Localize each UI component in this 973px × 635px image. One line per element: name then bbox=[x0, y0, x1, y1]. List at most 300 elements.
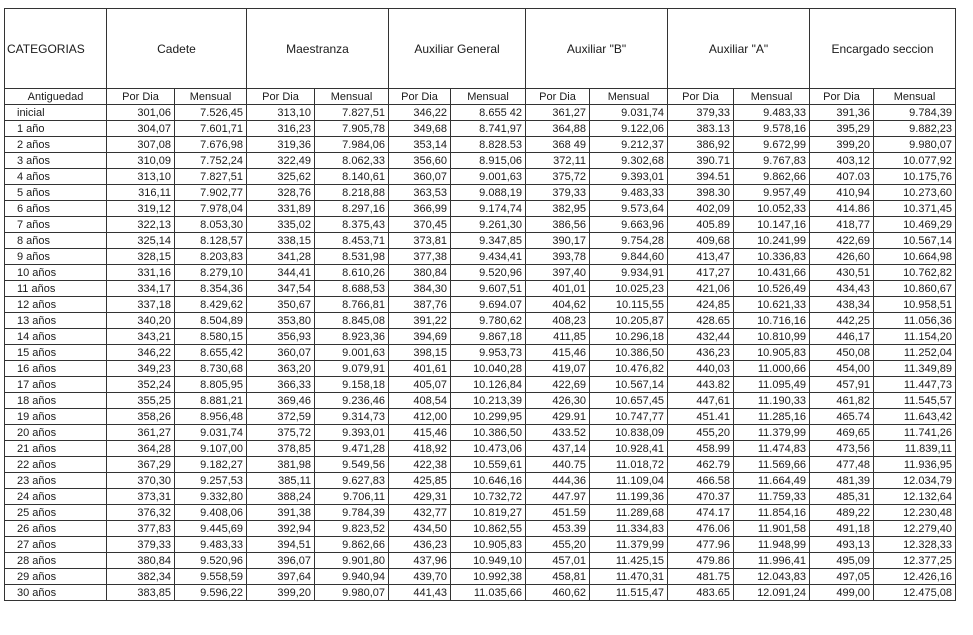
por-dia-cell: 447.97 bbox=[526, 489, 590, 505]
mensual-cell: 10.732,72 bbox=[451, 489, 526, 505]
antiguedad-cell: 27 años bbox=[5, 537, 107, 553]
mensual-cell: 10.147,16 bbox=[734, 217, 810, 233]
mensual-cell: 9.823,52 bbox=[315, 521, 389, 537]
mensual-cell: 11.936,95 bbox=[874, 457, 956, 473]
por-dia-cell: 460,62 bbox=[526, 585, 590, 601]
mensual-cell: 10.473,06 bbox=[451, 441, 526, 457]
por-dia-cell: 410,94 bbox=[810, 185, 874, 201]
por-dia-cell: 385,11 bbox=[247, 473, 315, 489]
mensual-cell: 8.845,08 bbox=[315, 313, 389, 329]
table-row bbox=[5, 585, 956, 601]
por-dia-header: Por Dia bbox=[247, 89, 315, 105]
mensual-cell: 11.474,83 bbox=[734, 441, 810, 457]
mensual-cell: 12.328,33 bbox=[874, 537, 956, 553]
por-dia-cell: 422,69 bbox=[526, 377, 590, 393]
mensual-cell: 11.515,47 bbox=[590, 585, 668, 601]
por-dia-cell: 404,62 bbox=[526, 297, 590, 313]
por-dia-cell: 346,22 bbox=[389, 105, 451, 121]
por-dia-cell: 361,27 bbox=[107, 425, 175, 441]
por-dia-cell: 384,30 bbox=[389, 281, 451, 297]
mensual-cell: 10.958,51 bbox=[874, 297, 956, 313]
por-dia-cell: 441,43 bbox=[389, 585, 451, 601]
antiguedad-cell: 29 años bbox=[5, 569, 107, 585]
mensual-cell: 8.504,89 bbox=[175, 313, 247, 329]
por-dia-cell: 434,50 bbox=[389, 521, 451, 537]
mensual-cell: 7.827,51 bbox=[175, 169, 247, 185]
por-dia-cell: 497,05 bbox=[810, 569, 874, 585]
por-dia-cell: 325,62 bbox=[247, 169, 315, 185]
por-dia-cell: 451.59 bbox=[526, 505, 590, 521]
table-row bbox=[5, 281, 956, 297]
mensual-cell: 12.475,08 bbox=[874, 585, 956, 601]
por-dia-cell: 415,46 bbox=[389, 425, 451, 441]
mensual-cell: 9.332,80 bbox=[175, 489, 247, 505]
por-dia-cell: 356,60 bbox=[389, 153, 451, 169]
por-dia-cell: 390,17 bbox=[526, 233, 590, 249]
antiguedad-cell: 8 años bbox=[5, 233, 107, 249]
por-dia-cell: 366,99 bbox=[389, 201, 451, 217]
por-dia-cell: 413,47 bbox=[668, 249, 734, 265]
por-dia-cell: 380,84 bbox=[389, 265, 451, 281]
mensual-cell: 9.001,63 bbox=[315, 345, 389, 361]
por-dia-cell: 417,27 bbox=[668, 265, 734, 281]
por-dia-cell: 436,23 bbox=[668, 345, 734, 361]
por-dia-cell: 432,77 bbox=[389, 505, 451, 521]
por-dia-cell: 328,76 bbox=[247, 185, 315, 201]
table-row bbox=[5, 441, 956, 457]
mensual-cell: 8.203,83 bbox=[175, 249, 247, 265]
por-dia-cell: 474.17 bbox=[668, 505, 734, 521]
mensual-cell: 9.862,66 bbox=[734, 169, 810, 185]
antiguedad-cell: 21 años bbox=[5, 441, 107, 457]
por-dia-cell: 458.99 bbox=[668, 441, 734, 457]
table-row bbox=[5, 425, 956, 441]
por-dia-cell: 391,38 bbox=[247, 505, 315, 521]
table-row bbox=[5, 345, 956, 361]
mensual-cell: 8.915,06 bbox=[451, 153, 526, 169]
mensual-cell: 7.752,24 bbox=[175, 153, 247, 169]
por-dia-header: Por Dia bbox=[668, 89, 734, 105]
por-dia-header: Por Dia bbox=[526, 89, 590, 105]
por-dia-cell: 401,01 bbox=[526, 281, 590, 297]
antiguedad-header: Antiguedad bbox=[5, 89, 107, 105]
por-dia-cell: 322,49 bbox=[247, 153, 315, 169]
por-dia-header: Por Dia bbox=[389, 89, 451, 105]
table-row bbox=[5, 361, 956, 377]
group-header-auxiliar-general: Auxiliar General bbox=[389, 9, 526, 89]
por-dia-cell: 457,91 bbox=[810, 377, 874, 393]
antiguedad-cell: inicial bbox=[5, 105, 107, 121]
por-dia-cell: 386,56 bbox=[526, 217, 590, 233]
por-dia-cell: 378,85 bbox=[247, 441, 315, 457]
mensual-cell: 10.371,45 bbox=[874, 201, 956, 217]
por-dia-cell: 470.37 bbox=[668, 489, 734, 505]
mensual-cell: 10.992,38 bbox=[451, 569, 526, 585]
mensual-cell: 10.810,99 bbox=[734, 329, 810, 345]
group-header-maestranza: Maestranza bbox=[247, 9, 389, 89]
mensual-cell: 7.676,98 bbox=[175, 137, 247, 153]
antiguedad-cell: 7 años bbox=[5, 217, 107, 233]
antiguedad-cell: 18 años bbox=[5, 393, 107, 409]
mensual-cell: 10.336,83 bbox=[734, 249, 810, 265]
table-row bbox=[5, 377, 956, 393]
mensual-cell: 10.175,76 bbox=[874, 169, 956, 185]
por-dia-cell: 465.74 bbox=[810, 409, 874, 425]
table-row bbox=[5, 521, 956, 537]
por-dia-cell: 450,08 bbox=[810, 345, 874, 361]
por-dia-cell: 429.91 bbox=[526, 409, 590, 425]
por-dia-cell: 437,96 bbox=[389, 553, 451, 569]
mensual-cell: 9.158,18 bbox=[315, 377, 389, 393]
mensual-cell: 11.447,73 bbox=[874, 377, 956, 393]
antiguedad-cell: 12 años bbox=[5, 297, 107, 313]
por-dia-header: Por Dia bbox=[810, 89, 874, 105]
por-dia-cell: 422,38 bbox=[389, 457, 451, 473]
por-dia-cell: 364,28 bbox=[107, 441, 175, 457]
mensual-cell: 9.549,56 bbox=[315, 457, 389, 473]
por-dia-cell: 499,00 bbox=[810, 585, 874, 601]
por-dia-cell: 310,09 bbox=[107, 153, 175, 169]
mensual-cell: 9.031,74 bbox=[590, 105, 668, 121]
salary-table bbox=[4, 8, 956, 601]
mensual-cell: 8.375,43 bbox=[315, 217, 389, 233]
por-dia-cell: 358,26 bbox=[107, 409, 175, 425]
por-dia-cell: 481.75 bbox=[668, 569, 734, 585]
por-dia-cell: 418,77 bbox=[810, 217, 874, 233]
mensual-cell: 10.716,16 bbox=[734, 313, 810, 329]
por-dia-cell: 372,59 bbox=[247, 409, 315, 425]
table-row bbox=[5, 457, 956, 473]
por-dia-cell: 356,93 bbox=[247, 329, 315, 345]
salary-table-container bbox=[4, 8, 956, 601]
por-dia-cell: 349,23 bbox=[107, 361, 175, 377]
por-dia-cell: 451.41 bbox=[668, 409, 734, 425]
antiguedad-cell: 30 años bbox=[5, 585, 107, 601]
mensual-cell: 10.052,33 bbox=[734, 201, 810, 217]
mensual-cell: 9.558,59 bbox=[175, 569, 247, 585]
antiguedad-cell: 20 años bbox=[5, 425, 107, 441]
por-dia-cell: 343,21 bbox=[107, 329, 175, 345]
mensual-cell: 7.905,78 bbox=[315, 121, 389, 137]
por-dia-cell: 353,14 bbox=[389, 137, 451, 153]
mensual-cell: 9.434,41 bbox=[451, 249, 526, 265]
mensual-cell: 9.393,01 bbox=[590, 169, 668, 185]
mensual-cell: 7.978,04 bbox=[175, 201, 247, 217]
por-dia-cell: 430,51 bbox=[810, 265, 874, 281]
por-dia-cell: 394,69 bbox=[389, 329, 451, 345]
mensual-cell: 11.252,04 bbox=[874, 345, 956, 361]
mensual-cell: 9.347,85 bbox=[451, 233, 526, 249]
mensual-cell: 11.470,31 bbox=[590, 569, 668, 585]
por-dia-cell: 493,13 bbox=[810, 537, 874, 553]
por-dia-cell: 458,81 bbox=[526, 569, 590, 585]
por-dia-cell: 466.58 bbox=[668, 473, 734, 489]
antiguedad-cell: 23 años bbox=[5, 473, 107, 489]
antiguedad-cell: 5 años bbox=[5, 185, 107, 201]
mensual-cell: 8.956,48 bbox=[175, 409, 247, 425]
mensual-cell: 9.862,66 bbox=[315, 537, 389, 553]
table-row bbox=[5, 233, 956, 249]
antiguedad-cell: 4 años bbox=[5, 169, 107, 185]
mensual-cell: 9.867,18 bbox=[451, 329, 526, 345]
por-dia-cell: 398.30 bbox=[668, 185, 734, 201]
mensual-cell: 10.431,66 bbox=[734, 265, 810, 281]
por-dia-cell: 382,34 bbox=[107, 569, 175, 585]
por-dia-cell: 405.89 bbox=[668, 217, 734, 233]
mensual-cell: 11.425,15 bbox=[590, 553, 668, 569]
mensual-cell: 10.747,77 bbox=[590, 409, 668, 425]
por-dia-cell: 346,22 bbox=[107, 345, 175, 361]
mensual-cell: 9.079,91 bbox=[315, 361, 389, 377]
mensual-cell: 11.569,66 bbox=[734, 457, 810, 473]
por-dia-cell: 319,12 bbox=[107, 201, 175, 217]
mensual-header: Mensual bbox=[315, 89, 389, 105]
mensual-cell: 8.354,36 bbox=[175, 281, 247, 297]
mensual-cell: 9.174,74 bbox=[451, 201, 526, 217]
por-dia-cell: 477.96 bbox=[668, 537, 734, 553]
por-dia-cell: 363,53 bbox=[389, 185, 451, 201]
por-dia-cell: 434,43 bbox=[810, 281, 874, 297]
antiguedad-cell: 24 años bbox=[5, 489, 107, 505]
mensual-cell: 9.607,51 bbox=[451, 281, 526, 297]
por-dia-cell: 379,33 bbox=[526, 185, 590, 201]
mensual-cell: 12.034,79 bbox=[874, 473, 956, 489]
mensual-cell: 9.031,74 bbox=[175, 425, 247, 441]
por-dia-cell: 422,69 bbox=[810, 233, 874, 249]
mensual-cell: 11.741,26 bbox=[874, 425, 956, 441]
antiguedad-cell: 9 años bbox=[5, 249, 107, 265]
por-dia-cell: 442,25 bbox=[810, 313, 874, 329]
mensual-cell: 10.567,14 bbox=[590, 377, 668, 393]
por-dia-cell: 391,36 bbox=[810, 105, 874, 121]
por-dia-cell: 412,00 bbox=[389, 409, 451, 425]
mensual-cell: 11.948,99 bbox=[734, 537, 810, 553]
mensual-cell: 10.567,14 bbox=[874, 233, 956, 249]
mensual-cell: 10.646,16 bbox=[451, 473, 526, 489]
por-dia-cell: 307,08 bbox=[107, 137, 175, 153]
mensual-cell: 9.483,33 bbox=[590, 185, 668, 201]
por-dia-cell: 391,22 bbox=[389, 313, 451, 329]
por-dia-cell: 341,28 bbox=[247, 249, 315, 265]
por-dia-cell: 461,82 bbox=[810, 393, 874, 409]
por-dia-cell: 469,65 bbox=[810, 425, 874, 441]
por-dia-cell: 408,23 bbox=[526, 313, 590, 329]
por-dia-cell: 415,46 bbox=[526, 345, 590, 361]
mensual-cell: 10.657,45 bbox=[590, 393, 668, 409]
mensual-cell: 10.115,55 bbox=[590, 297, 668, 313]
por-dia-cell: 373,81 bbox=[389, 233, 451, 249]
mensual-cell: 10.241,99 bbox=[734, 233, 810, 249]
mensual-cell: 8.923,36 bbox=[315, 329, 389, 345]
por-dia-cell: 379,33 bbox=[107, 537, 175, 553]
por-dia-cell: 403,12 bbox=[810, 153, 874, 169]
mensual-cell: 8.429,62 bbox=[175, 297, 247, 313]
por-dia-cell: 382,95 bbox=[526, 201, 590, 217]
mensual-cell: 10.077,92 bbox=[874, 153, 956, 169]
antiguedad-cell: 17 años bbox=[5, 377, 107, 393]
por-dia-cell: 301,06 bbox=[107, 105, 175, 121]
mensual-cell: 9.122,06 bbox=[590, 121, 668, 137]
por-dia-cell: 409,68 bbox=[668, 233, 734, 249]
por-dia-cell: 455,20 bbox=[668, 425, 734, 441]
por-dia-cell: 316,23 bbox=[247, 121, 315, 137]
mensual-cell: 8.655 42 bbox=[451, 105, 526, 121]
mensual-cell: 9.578,16 bbox=[734, 121, 810, 137]
antiguedad-cell: 15 años bbox=[5, 345, 107, 361]
mensual-cell: 7.526,45 bbox=[175, 105, 247, 121]
mensual-cell: 9.844,60 bbox=[590, 249, 668, 265]
mensual-cell: 8.881,21 bbox=[175, 393, 247, 409]
table-row bbox=[5, 105, 956, 121]
por-dia-cell: 446,17 bbox=[810, 329, 874, 345]
por-dia-cell: 373,31 bbox=[107, 489, 175, 505]
por-dia-cell: 473,56 bbox=[810, 441, 874, 457]
mensual-header: Mensual bbox=[590, 89, 668, 105]
mensual-cell: 9.314,73 bbox=[315, 409, 389, 425]
mensual-cell: 11.379,99 bbox=[590, 537, 668, 553]
mensual-cell: 8.062,33 bbox=[315, 153, 389, 169]
mensual-cell: 8.128,57 bbox=[175, 233, 247, 249]
mensual-cell: 10.762,82 bbox=[874, 265, 956, 281]
table-row bbox=[5, 393, 956, 409]
mensual-cell: 12.043,83 bbox=[734, 569, 810, 585]
mensual-cell: 11.334,83 bbox=[590, 521, 668, 537]
mensual-cell: 7.984,06 bbox=[315, 137, 389, 153]
por-dia-cell: 377,38 bbox=[389, 249, 451, 265]
mensual-cell: 10.476,82 bbox=[590, 361, 668, 377]
por-dia-cell: 337,18 bbox=[107, 297, 175, 313]
antiguedad-cell: 14 años bbox=[5, 329, 107, 345]
por-dia-cell: 453.39 bbox=[526, 521, 590, 537]
table-row bbox=[5, 537, 956, 553]
por-dia-cell: 418,92 bbox=[389, 441, 451, 457]
mensual-cell: 9.754,28 bbox=[590, 233, 668, 249]
por-dia-cell: 328,15 bbox=[107, 249, 175, 265]
group-header-cadete: Cadete bbox=[107, 9, 247, 89]
mensual-cell: 10.273,60 bbox=[874, 185, 956, 201]
mensual-cell: 8.218,88 bbox=[315, 185, 389, 201]
mensual-cell: 11.996,41 bbox=[734, 553, 810, 569]
por-dia-cell: 393,78 bbox=[526, 249, 590, 265]
mensual-cell: 10.949,10 bbox=[451, 553, 526, 569]
por-dia-cell: 381,98 bbox=[247, 457, 315, 473]
group-header-auxiliar-b: Auxiliar "B" bbox=[526, 9, 668, 89]
por-dia-cell: 363,20 bbox=[247, 361, 315, 377]
mensual-cell: 11.545,57 bbox=[874, 393, 956, 409]
por-dia-cell: 325,14 bbox=[107, 233, 175, 249]
mensual-cell: 11.854,16 bbox=[734, 505, 810, 521]
mensual-cell: 12.091,24 bbox=[734, 585, 810, 601]
por-dia-cell: 335,02 bbox=[247, 217, 315, 233]
por-dia-cell: 383.13 bbox=[668, 121, 734, 137]
mensual-cell: 9.953,73 bbox=[451, 345, 526, 361]
mensual-cell: 11.664,49 bbox=[734, 473, 810, 489]
mensual-cell: 11.289,68 bbox=[590, 505, 668, 521]
mensual-cell: 8.805,95 bbox=[175, 377, 247, 393]
table-body bbox=[5, 105, 956, 601]
por-dia-cell: 355,25 bbox=[107, 393, 175, 409]
por-dia-cell: 319,36 bbox=[247, 137, 315, 153]
por-dia-cell: 408,54 bbox=[389, 393, 451, 409]
table-row bbox=[5, 217, 956, 233]
table-row bbox=[5, 489, 956, 505]
por-dia-cell: 388,24 bbox=[247, 489, 315, 505]
mensual-cell: 11.109,04 bbox=[590, 473, 668, 489]
mensual-cell: 9.471,28 bbox=[315, 441, 389, 457]
group-header-encargado-seccion: Encargado seccion bbox=[810, 9, 956, 89]
por-dia-cell: 489,22 bbox=[810, 505, 874, 521]
por-dia-cell: 316,11 bbox=[107, 185, 175, 201]
por-dia-cell: 322,13 bbox=[107, 217, 175, 233]
mensual-cell: 9.627,83 bbox=[315, 473, 389, 489]
por-dia-cell: 401,61 bbox=[389, 361, 451, 377]
antiguedad-cell: 3 años bbox=[5, 153, 107, 169]
mensual-cell: 8.610,26 bbox=[315, 265, 389, 281]
mensual-header: Mensual bbox=[451, 89, 526, 105]
por-dia-cell: 352,24 bbox=[107, 377, 175, 393]
antiguedad-cell: 2 años bbox=[5, 137, 107, 153]
por-dia-cell: 372,11 bbox=[526, 153, 590, 169]
mensual-cell: 9.236,46 bbox=[315, 393, 389, 409]
mensual-cell: 9.767,83 bbox=[734, 153, 810, 169]
mensual-cell: 10.664,98 bbox=[874, 249, 956, 265]
mensual-cell: 11.018,72 bbox=[590, 457, 668, 473]
subheader-row bbox=[5, 89, 956, 105]
mensual-header: Mensual bbox=[175, 89, 247, 105]
mensual-cell: 9.393,01 bbox=[315, 425, 389, 441]
por-dia-cell: 421,06 bbox=[668, 281, 734, 297]
por-dia-cell: 386,92 bbox=[668, 137, 734, 153]
mensual-cell: 9.001,63 bbox=[451, 169, 526, 185]
por-dia-cell: 360,07 bbox=[389, 169, 451, 185]
por-dia-cell: 304,07 bbox=[107, 121, 175, 137]
mensual-header: Mensual bbox=[734, 89, 810, 105]
por-dia-cell: 419,07 bbox=[526, 361, 590, 377]
mensual-cell: 9.212,37 bbox=[590, 137, 668, 153]
por-dia-cell: 444,36 bbox=[526, 473, 590, 489]
mensual-cell: 9.483,33 bbox=[175, 537, 247, 553]
mensual-cell: 7.827,51 bbox=[315, 105, 389, 121]
mensual-cell: 10.860,67 bbox=[874, 281, 956, 297]
mensual-cell: 9.940,94 bbox=[315, 569, 389, 585]
table-row bbox=[5, 265, 956, 281]
mensual-cell: 10.928,41 bbox=[590, 441, 668, 457]
por-dia-cell: 313,10 bbox=[247, 105, 315, 121]
por-dia-cell: 349,68 bbox=[389, 121, 451, 137]
por-dia-cell: 366,33 bbox=[247, 377, 315, 393]
table-row bbox=[5, 153, 956, 169]
antiguedad-cell: 16 años bbox=[5, 361, 107, 377]
mensual-cell: 9.408,06 bbox=[175, 505, 247, 521]
antiguedad-cell: 13 años bbox=[5, 313, 107, 329]
por-dia-cell: 447,61 bbox=[668, 393, 734, 409]
por-dia-cell: 390.71 bbox=[668, 153, 734, 169]
table-row bbox=[5, 137, 956, 153]
mensual-cell: 9.088,19 bbox=[451, 185, 526, 201]
mensual-cell: 9.957,49 bbox=[734, 185, 810, 201]
mensual-cell: 9.483,33 bbox=[734, 105, 810, 121]
mensual-cell: 11.199,36 bbox=[590, 489, 668, 505]
por-dia-cell: 479.86 bbox=[668, 553, 734, 569]
por-dia-cell: 331,89 bbox=[247, 201, 315, 217]
mensual-cell: 11.000,66 bbox=[734, 361, 810, 377]
mensual-cell: 10.205,87 bbox=[590, 313, 668, 329]
por-dia-cell: 454,00 bbox=[810, 361, 874, 377]
antiguedad-cell: 26 años bbox=[5, 521, 107, 537]
mensual-cell: 10.386,50 bbox=[451, 425, 526, 441]
mensual-cell: 11.759,33 bbox=[734, 489, 810, 505]
mensual-cell: 9.780,62 bbox=[451, 313, 526, 329]
